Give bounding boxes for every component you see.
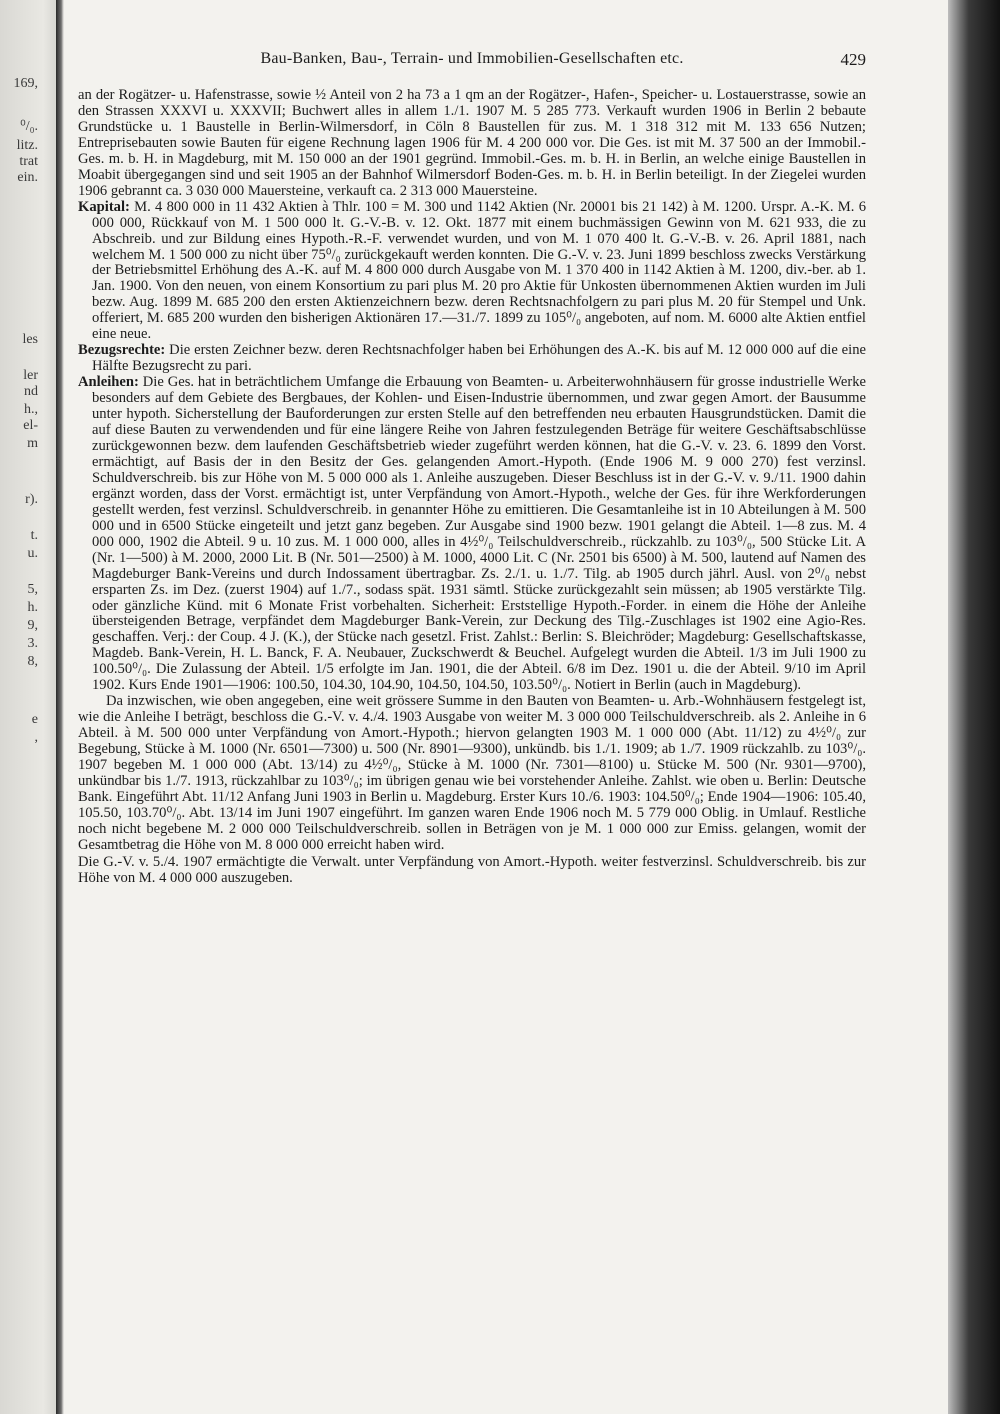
bezugsrechte-section bbox=[78, 343, 866, 375]
margin-fragment: 3. bbox=[27, 636, 38, 651]
margin-fragment: e bbox=[31, 712, 38, 727]
margin-fragment: 169, bbox=[13, 76, 38, 91]
margin-fragment: les bbox=[22, 332, 38, 347]
bezugsrechte-label: Bezugsrechte: bbox=[78, 342, 166, 359]
binding-shadow bbox=[56, 0, 64, 1414]
right-page-edge bbox=[948, 0, 1000, 1414]
kapital-section bbox=[78, 200, 866, 344]
margin-fragment: trat bbox=[19, 154, 38, 169]
second-loan-paragraph: Da inzwischen, wie oben angegeben, eine weit grössere Summe in den Bauten von Beamten- u. Arb.-Wohnhäusern festgelegt ist, wie die Anleihe I beträgt, beschloss die G.-V. v. 4./4. 1903 Ausgabe von weiter M. 3 000 000 Teilschuldverschreib. als 2. Anleihe in 6 Abteil. à M. 500 000 unter Verpfändung von Amort.-Hypoth.; hiervon gelangten 1903 M. 1 000 000 (Abt. 11/12) zu 4½⁰/₀ zur Begebung, Stücke à M. 1000 (Nr. 6501—7300) u. 500 (Nr. 8901—9300), unkündb. bis 1./1. 1909; ab 1./7. 1909 rückzahlb. zu 103⁰/₀. 1907 begeben M. 1 000 000 (Abt. 13/14) zu 4½⁰/₀, Stücke à M. 1000 (Nr. 7301—8100) u. Stücke M. 500 (Nr. 9301—9700), unkündbar bis 1./7. 1913, rückzahlbar zu 103⁰/₀; im übrigen genau wie bei vorstehender Anleihe. Zahlst. wie oben u. Berlin: Deutsche Bank. Eingeführt Abt. 11/12 Anfang Juni 1903 in Berlin u. Magdeburg. Erster Kurs 10./6. 1903: 104.50⁰/₀; Ende 1904—1906: 105.40, 105.50, 103.70⁰/₀. Abt. 13/14 im Juni 1907 eingeführt. Im ganzen waren Ende 1906 noch M. 5 779 000 Oblig. in Umlauf. Restliche noch nicht begebene M. 2 000 000 Teilschuldverschreib. sollen in Beträgen von je M. 1 000 000 zur Emiss. gelangen, womit der Gesamtbetrag die Höhe von M. 8 000 000 erreicht haben wird. bbox=[78, 693, 866, 853]
running-head-title: Bau-Banken, Bau-, Terrain- und Immobilien-Gesellschaften etc. bbox=[260, 50, 684, 67]
margin-fragment: h. bbox=[27, 600, 38, 615]
facing-page-fragments bbox=[0, 0, 56, 1414]
anleihen-label: Anleihen: bbox=[78, 374, 139, 391]
anleihen-text: Die Ges. hat in beträchtlichem Umfange die Erbauung von Beamten- u. Arbeiterwohnhäusern für grosse industrielle Werke besonders auf dem Gebiete des Bergbaues, der Kohlen- und Eisen-Industrie übernommen, und zwar gegen Amort. der Bausumme unter hypoth. Sicherstellung der Bauforderungen zur ersten Stelle auf den betreffenden neu erbauten Hausgrundstücken. Damit die auf diese Bauten zu verwendenden und für eine längere Reihe von Jahren festzulegenden Beträge für weitere Geschäftsabschlüsse zurückgewonnen bezw. dem laufenden Geschäftsbetrieb wieder zugeführt werden können, hat die G.-V. v. 23. 6. 1899 den Vorst. ermächtigt, auf Basis der in den Besitz der Ges. gelangenden Amort.-Hypoth. (Ende 1906 M. 9 000 270) fest verzinsl. Schuldverschreib. bis zur Höhe von M. 5 000 000 als 1. Anleihe auszugeben. Dieser Beschluss ist in der G.-V. v. 9./11. 1900 dahin ergänzt worden, dass der Vorst. ermächtigt ist, unter Verpfändung von Amort.-Hypoth., welche der Ges. für ihre Werkforderungen gestellt werden, fest verzinsl. Schuldverschreib. in genannter Höhe zu emittieren. Die Gesamtanleihe ist in 10 Abteilungen à M. 500 000 und in 6500 Stücke eingeteilt und jetzt ganz begeben. Zur Ausgabe sind 1900 bezw. 1901 gelangt die Abteil. 1—8 zus. M. 4 000 000, 1902 die Abteil. 9 u. 10 zus. M. 1 000 000, alles in 4½⁰/₀ Teilschuldverschreib., rückzahlb. zu 103⁰/₀, 500 Stücke Lit. A (Nr. 1—500) à M. 2000, 2000 Lit. B (Nr. 501—2500) à M. 1000, 4000 Lit. C (Nr. 2501 bis 6500) à M. 500, lautend auf Namen des Magdeburger Bank-Vereins und durch Indossament übertragbar. Zs. 2./1. u. 1./7. Tilg. ab 1905 durch jährl. Ausl. von 2⁰/₀ nebst ersparten Zs. im Dez. (zuerst 1904) auf 1./7., sodass spät. 1931 sämtl. Stücke zurückgezahlt sein müssen; ab 1905 verstärkte Tilg. oder gänzliche Künd. mit 6 Monate Frist vorbehalten. Sicherheit: Erststellige Hypoth.-Forder. in einem die Höhe der Anleihe übersteigenden Betrage, verpfändet dem Magdeburger Bank-Verein, zur Deckung des Tilg.-Zuschlages ist 1902 eine Agio-Res. geschaffen. Verj.: der Coup. 4 J. (K.), der Stücke nach gesetzl. Frist. Zahlst.: Berlin: S. Bleichröder; Magdeburg: Gesellschaftskasse, Magdeb. Bank-Verein, H. L. Banck, F. A. Neubauer, Zuckschwerdt & Beuchel. Aufgelegt wurden die Abteil. 1/3 im Juli 1900 zu 100.50⁰/₀. Die Zulassung der Abteil. 1/5 erfolgte im Jan. 1901, die der Abteil. 6/8 im Dez. 1901 u. die der Abteil. 9/10 im April 1902. Kurs Ende 1901—1906: 100.50, 104.30, 104.90, 104.50, 104.50, 103.50⁰/₀. Notiert in Berlin (auch in Magdeburg). bbox=[92, 374, 866, 694]
margin-fragment: ler bbox=[23, 368, 38, 383]
margin-fragment: ein. bbox=[17, 170, 38, 185]
margin-fragment: m bbox=[27, 436, 38, 451]
page-body bbox=[78, 88, 866, 887]
kapital-text: M. 4 800 000 in 11 432 Aktien à Thlr. 100 = M. 300 und 1142 Aktien (Nr. 20001 bis 21 142) à M. 1200. Urspr. A.-K. M. 6 000 000, Rückkauf von M. 1 500 000 lt. G.-V.-B. v. 12. Okt. 1877 mit einem buchmässigen Gewinn von M. 621 933, die zu Abschreib. und zur Bildung eines Hypoth.-R.-F. verwendet wurden, und von M. 1 070 400 lt. G.-V.-B. v. 26. April 1881, nach welchem M. 1 500 000 zu nicht über 75⁰/₀ zurückgekauft werden konnten. Die G.-V. v. 23. Juni 1899 beschloss zwecks Verstärkung der Betriebsmittel Erhöhung des A.-K. auf M. 4 800 000 durch Ausgabe von M. 1 370 400 in 1142 Aktien à M. 1200, div.-ber. ab 1. Jan. 1900. Von den neuen, von einem Konsortium zu pari plus M. 20 pro Aktie für Unkosten übernommenen Aktien wurden im Juli bezw. Aug. 1899 M. 685 200 den ersten Aktienzeichnern bezw. deren Rechtsnachfolgern zu pari plus M. 20 für Stempel und Unk. offeriert, M. 685 200 wurden den bisherigen Aktionären 17.—31./7. 1899 zu 105⁰/₀ angeboten, auf nom. M. 6000 alte Aktien entfiel eine neue. bbox=[92, 198, 866, 343]
page-number: 429 bbox=[840, 50, 866, 69]
margin-fragment: 9, bbox=[27, 618, 38, 633]
intro-paragraph: an der Rogätzer- u. Hafenstrasse, sowie ½ Anteil von 2 ha 73 a 1 qm an der Rogätzer-, Hafen-, Speicher- u. Lostauerstrasse, sowie an den Strassen XXXVI u. XXXVII; Buchwert alles in allem 1./1. 1907 M. 5 285 773. Verkauft wurden 1906 in Berlin 2 bebaute Grundstücke u. 1 Baustelle in Berlin-Wilmersdorf, in Cöln 8 Baustellen für zus. M. 1 318 312 mit M. 133 656 Nutzen; Entreprisebauten sowie Bauten für eigene Rechnung lagen 1906 für M. 4 200 000 vor. Die Ges. ist mit M. 37 500 an der Immobil.-Ges. m. b. H. in Magdeburg, mit M. 150 000 an der 1901 gegründ. Immobil.-Ges. m. b. H. in Berlin, an welche einige Baustellen in Moabit übergegangen sind und seit 1905 an der Bahnhof Wilmersdorf Boden-Ges. m. b. H. in Berlin beteiligt. In der Ziegelei wurden 1906 gebrannt ca. 3 030 000 Mauersteine, verkauft ca. 2 313 000 Mauersteine. bbox=[78, 87, 866, 199]
bezugsrechte-text: Die ersten Zeichner bezw. deren Rechtsnachfolger haben bei Erhöhungen des A.-K. bis auf M. 12 000 000 auf die eine Hälfte Bezugsrecht zu pari. bbox=[92, 342, 866, 375]
margin-fragment: t. bbox=[30, 528, 38, 543]
margin-fragment: 5, bbox=[27, 582, 38, 597]
margin-fragment: nd bbox=[24, 384, 38, 399]
anleihen-section bbox=[78, 375, 866, 694]
margin-fragment: ⁰/₀. bbox=[20, 119, 38, 134]
margin-fragment: el- bbox=[23, 418, 38, 433]
margin-fragment: , bbox=[34, 730, 38, 745]
margin-fragment: 8, bbox=[27, 654, 38, 669]
third-loan-paragraph: Die G.-V. v. 5./4. 1907 ermächtigte die Verwalt. unter Verpfändung von Amort.-Hypoth. weiter festverzinsl. Schuldverschreib. bis zur Höhe von M. 4 000 000 auszugeben. bbox=[78, 853, 866, 886]
kapital-label: Kapital: bbox=[78, 198, 130, 215]
margin-fragment: r). bbox=[25, 492, 38, 507]
running-head bbox=[78, 50, 866, 72]
margin-fragment: litz. bbox=[16, 138, 38, 153]
margin-fragment: u. bbox=[27, 546, 38, 561]
margin-fragment: h., bbox=[24, 402, 38, 417]
